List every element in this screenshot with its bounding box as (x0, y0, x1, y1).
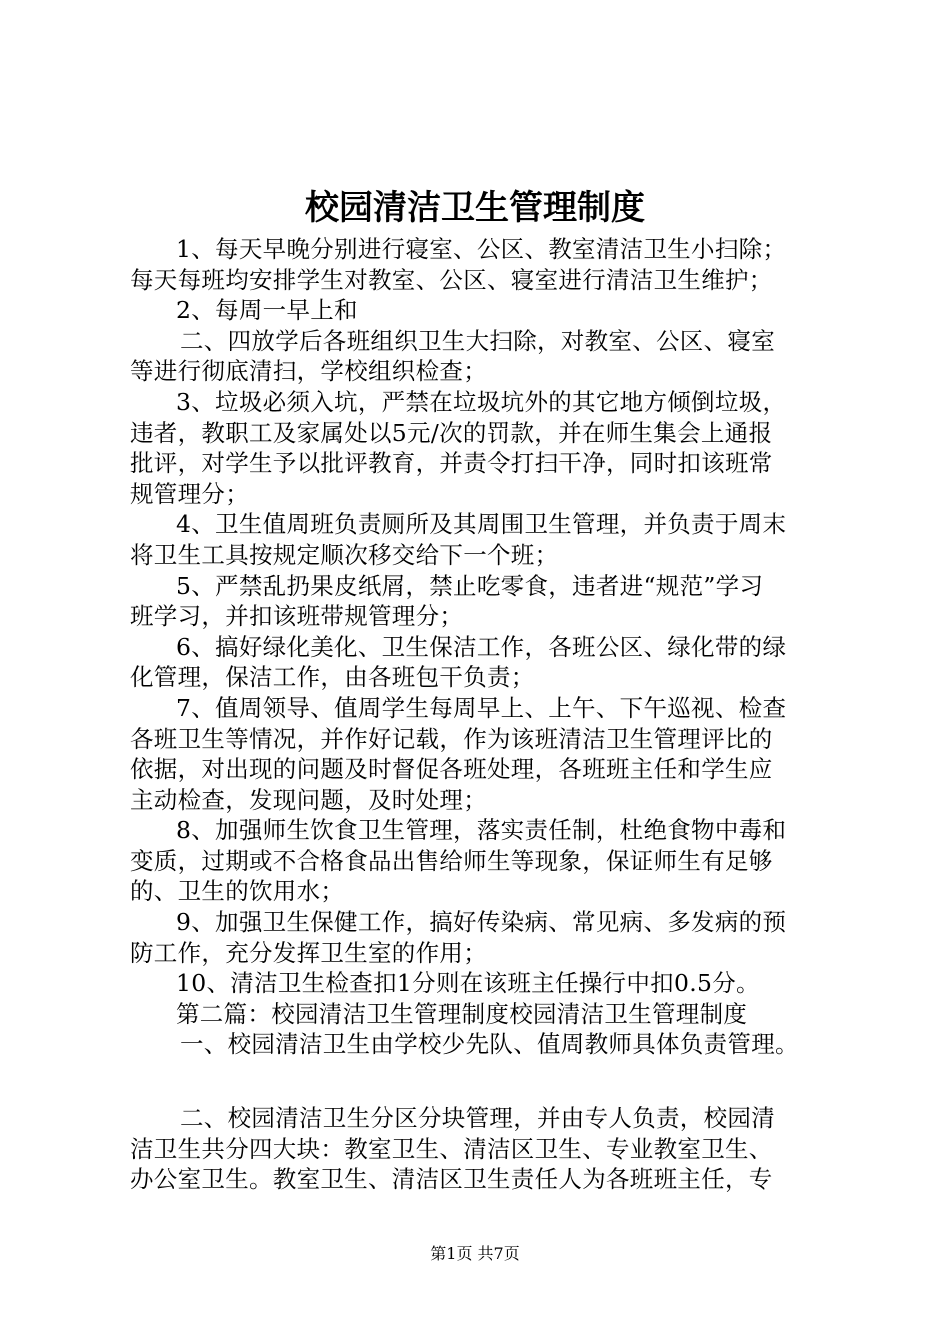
paragraph-line: 3、垃圾必须入坑，严禁在垃圾坑外的其它地方倾倒垃圾， (176, 387, 787, 416)
paragraph-line: 二、四放学后各班组织卫生大扫除，对教室、公区、寝室 (180, 326, 775, 355)
paragraph-line: 等进行彻底清扫，学校组织检查； (130, 357, 487, 386)
paragraph-line: 规管理分； (130, 479, 249, 508)
paragraph-line: 的、卫生的饮用水； (130, 877, 345, 906)
paragraph-line: 4、卫生值周班负责厕所及其周围卫生管理，并负责于周末 (176, 510, 787, 539)
paragraph-line: 一、校园清洁卫生由学校少先队、值周教师具体负责管理。 (180, 1030, 799, 1059)
paragraph-line: 8、加强师生饮食卫生管理，落实责任制，杜绝食物中毒和 (176, 816, 787, 845)
paragraph-line: 洁卫生共分四大块：教室卫生、清洁区卫生、专业教室卫生、 (130, 1134, 773, 1163)
paragraph-line: 批评，对学生予以批评教育，并责令打扫干净，同时扣该班常 (130, 449, 773, 478)
section-heading: 第二篇：校园清洁卫生管理制度校园清洁卫生管理制度 (176, 999, 748, 1028)
paragraph-line: 将卫生工具按规定顺次移交给下一个班； (130, 540, 559, 569)
paragraph-line: 化管理，保洁工作，由各班包干负责； (130, 663, 535, 692)
paragraph-line: 防工作，充分发挥卫生室的作用； (130, 938, 487, 967)
page-title: 校园清洁卫生管理制度 (305, 188, 645, 228)
paragraph-line: 班学习，并扣该班带规管理分； (130, 602, 464, 631)
paragraph-line: 依据，对出现的问题及时督促各班处理，各班班主任和学生应 (130, 755, 773, 784)
paragraph-line: 每天每班均安排学生对教室、公区、寝室进行清洁卫生维护； (130, 265, 773, 294)
paragraph-line: 主动检查，发现问题，及时处理； (130, 785, 487, 814)
document-body (130, 234, 840, 1195)
paragraph-line: 9、加强卫生保健工作，搞好传染病、常见病、多发病的预 (176, 908, 787, 937)
paragraph-line: 6、搞好绿化美化、卫生保洁工作，各班公区、绿化带的绿 (176, 632, 787, 661)
paragraph-line: 各班卫生等情况，并作好记载，作为该班清洁卫生管理评比的 (130, 724, 773, 753)
paragraph-line: 10、清洁卫生检查扣1分则在该班主任操行中扣0.5分。 (176, 969, 760, 998)
paragraph-line: 7、值周领导、值周学生每周早上、上午、下午巡视、检查 (176, 693, 787, 722)
paragraph-line: 变质，过期或不合格食品出售给师生等现象，保证师生有足够 (130, 846, 773, 875)
page-footer: 第1页 共7页 (430, 1244, 520, 1263)
paragraph-line: 1、每天早晚分别进行寝室、公区、教室清洁卫生小扫除； (176, 235, 787, 263)
paragraph-gap (130, 1060, 840, 1103)
paragraph-line: 5、严禁乱扔果皮纸屑，禁止吃零食，违者进“规范”学习 (176, 571, 764, 600)
paragraph-line: 2、每周一早上和 (176, 296, 358, 325)
paragraph-line: 办公室卫生。教室卫生、清洁区卫生责任人为各班班主任，专 (130, 1165, 773, 1194)
paragraph-line: 二、校园清洁卫生分区分块管理，并由专人负责，校园清 (180, 1104, 775, 1133)
paragraph-line: 违者，教职工及家属处以5元/次的罚款，并在师生集会上通报 (130, 418, 773, 447)
